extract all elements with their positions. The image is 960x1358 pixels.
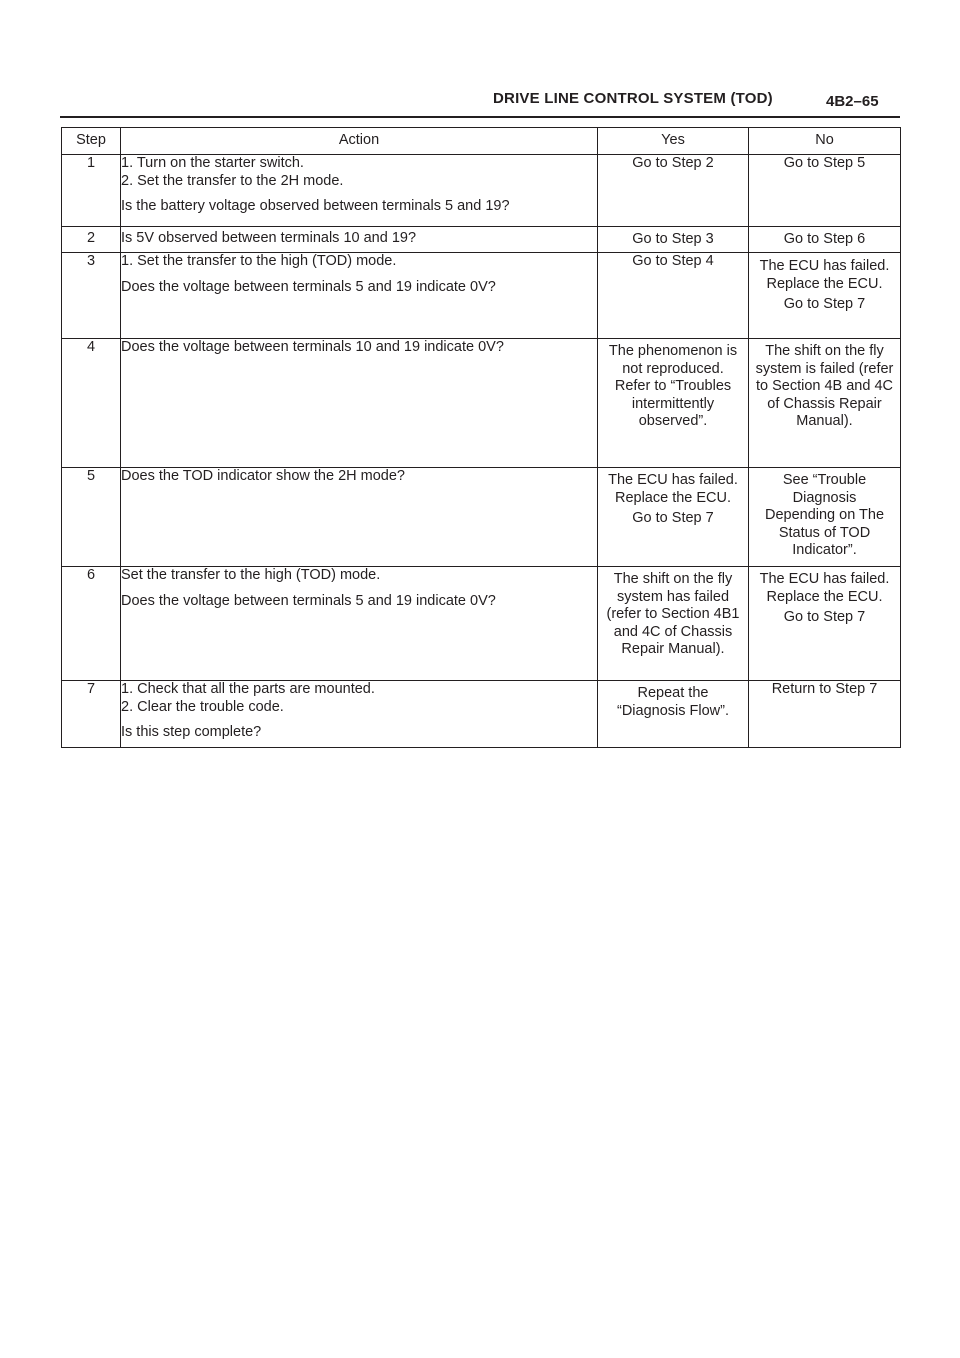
no-cell (749, 253, 901, 339)
step-number: 5 (62, 468, 121, 567)
no-result: Go to Step 6 (783, 230, 866, 247)
step-number: 3 (62, 253, 121, 339)
step-number: 6 (62, 567, 121, 681)
action-question: Does the voltage between terminals 5 and 19 indicate 0V? (121, 278, 496, 295)
no-result-goto: Go to Step 7 (783, 609, 866, 625)
step-number: 2 (62, 227, 121, 253)
no-result-text: The ECU has failed. Replace the ECU. (759, 571, 890, 605)
action-cell (121, 155, 598, 227)
action-step: 1. Turn on the starter switch. (121, 155, 304, 171)
column-header-no: No (749, 128, 901, 155)
table-row (62, 339, 901, 468)
no-cell (749, 339, 901, 468)
action-cell (121, 681, 598, 748)
no-result-goto: Go to Step 7 (783, 296, 866, 312)
column-header-step: Step (62, 128, 121, 155)
section-title: DRIVE LINE CONTROL SYSTEM (TOD) (493, 90, 773, 107)
table-row (62, 681, 901, 748)
action-question: Does the voltage between terminals 10 and 19 indicate 0V? (121, 339, 504, 355)
action-question: Does the TOD indicator show the 2H mode? (121, 468, 405, 484)
diagnosis-table (61, 127, 901, 748)
yes-result-goto: Go to Step 7 (632, 510, 714, 526)
no-cell (749, 567, 901, 681)
yes-result: Go to Step 2 (632, 155, 714, 171)
action-question: Does the voltage between terminals 5 and 19 indicate 0V? (121, 592, 496, 609)
yes-cell (598, 468, 749, 567)
action-step: 2. Set the transfer to the 2H mode. (121, 172, 344, 189)
yes-cell (598, 339, 749, 468)
step-number: 1 (62, 155, 121, 227)
no-cell (749, 468, 901, 567)
no-cell (749, 681, 901, 748)
action-question: Is the battery voltage observed between terminals 5 and 19? (121, 198, 510, 214)
no-result: The shift on the fly system is failed (refer to Section 4B and 4C of Chassis Repair Manual). (755, 343, 894, 429)
yes-cell (598, 155, 749, 227)
action-cell (121, 227, 598, 253)
step-number: 4 (62, 339, 121, 468)
action-question: Is 5V observed between terminals 10 and 19? (121, 230, 417, 246)
table-row (62, 567, 901, 681)
action-cell (121, 339, 598, 468)
action-step: 2. Clear the trouble code. (121, 698, 284, 715)
action-step: 1. Set the transfer to the high (TOD) mode. (121, 253, 397, 269)
column-header-yes: Yes (598, 128, 749, 155)
no-result-text: The ECU has failed. Replace the ECU. (759, 258, 890, 292)
table-row (62, 253, 901, 339)
action-line: Set the transfer to the high (TOD) mode. (121, 567, 381, 583)
yes-result: The phenomenon is not reproduced. Refer to “Troubles intermittently observed”. (608, 343, 738, 429)
action-step: 1. Check that all the parts are mounted. (121, 681, 375, 697)
yes-result: Repeat the “Diagnosis Flow”. (617, 685, 729, 719)
step-number: 7 (62, 681, 121, 748)
table-row (62, 155, 901, 227)
header-divider (60, 116, 900, 118)
yes-result-text: The ECU has failed. Replace the ECU. (608, 472, 738, 506)
yes-cell (598, 253, 749, 339)
no-cell (749, 227, 901, 253)
action-cell (121, 253, 598, 339)
action-cell (121, 468, 598, 567)
yes-cell (598, 227, 749, 253)
yes-result: The shift on the fly system has failed (refer to Section 4B1 and 4C of Chassis Repair Manual). (606, 571, 740, 657)
column-header-action: Action (121, 128, 598, 155)
table-header-row (62, 128, 901, 155)
page-number: 4B2–65 (826, 93, 879, 110)
no-result: Return to Step 7 (771, 681, 878, 697)
no-cell (749, 155, 901, 227)
yes-result: Go to Step 4 (632, 253, 714, 269)
action-question: Is this step complete? (121, 724, 262, 740)
yes-cell (598, 567, 749, 681)
table-row (62, 227, 901, 253)
yes-result: Go to Step 3 (632, 230, 714, 247)
yes-cell (598, 681, 749, 748)
table-row (62, 468, 901, 567)
action-cell (121, 567, 598, 681)
no-result: See “Trouble Diagnosis Depending on The Status of TOD Indicator”. (764, 472, 885, 558)
no-result: Go to Step 5 (783, 155, 866, 171)
